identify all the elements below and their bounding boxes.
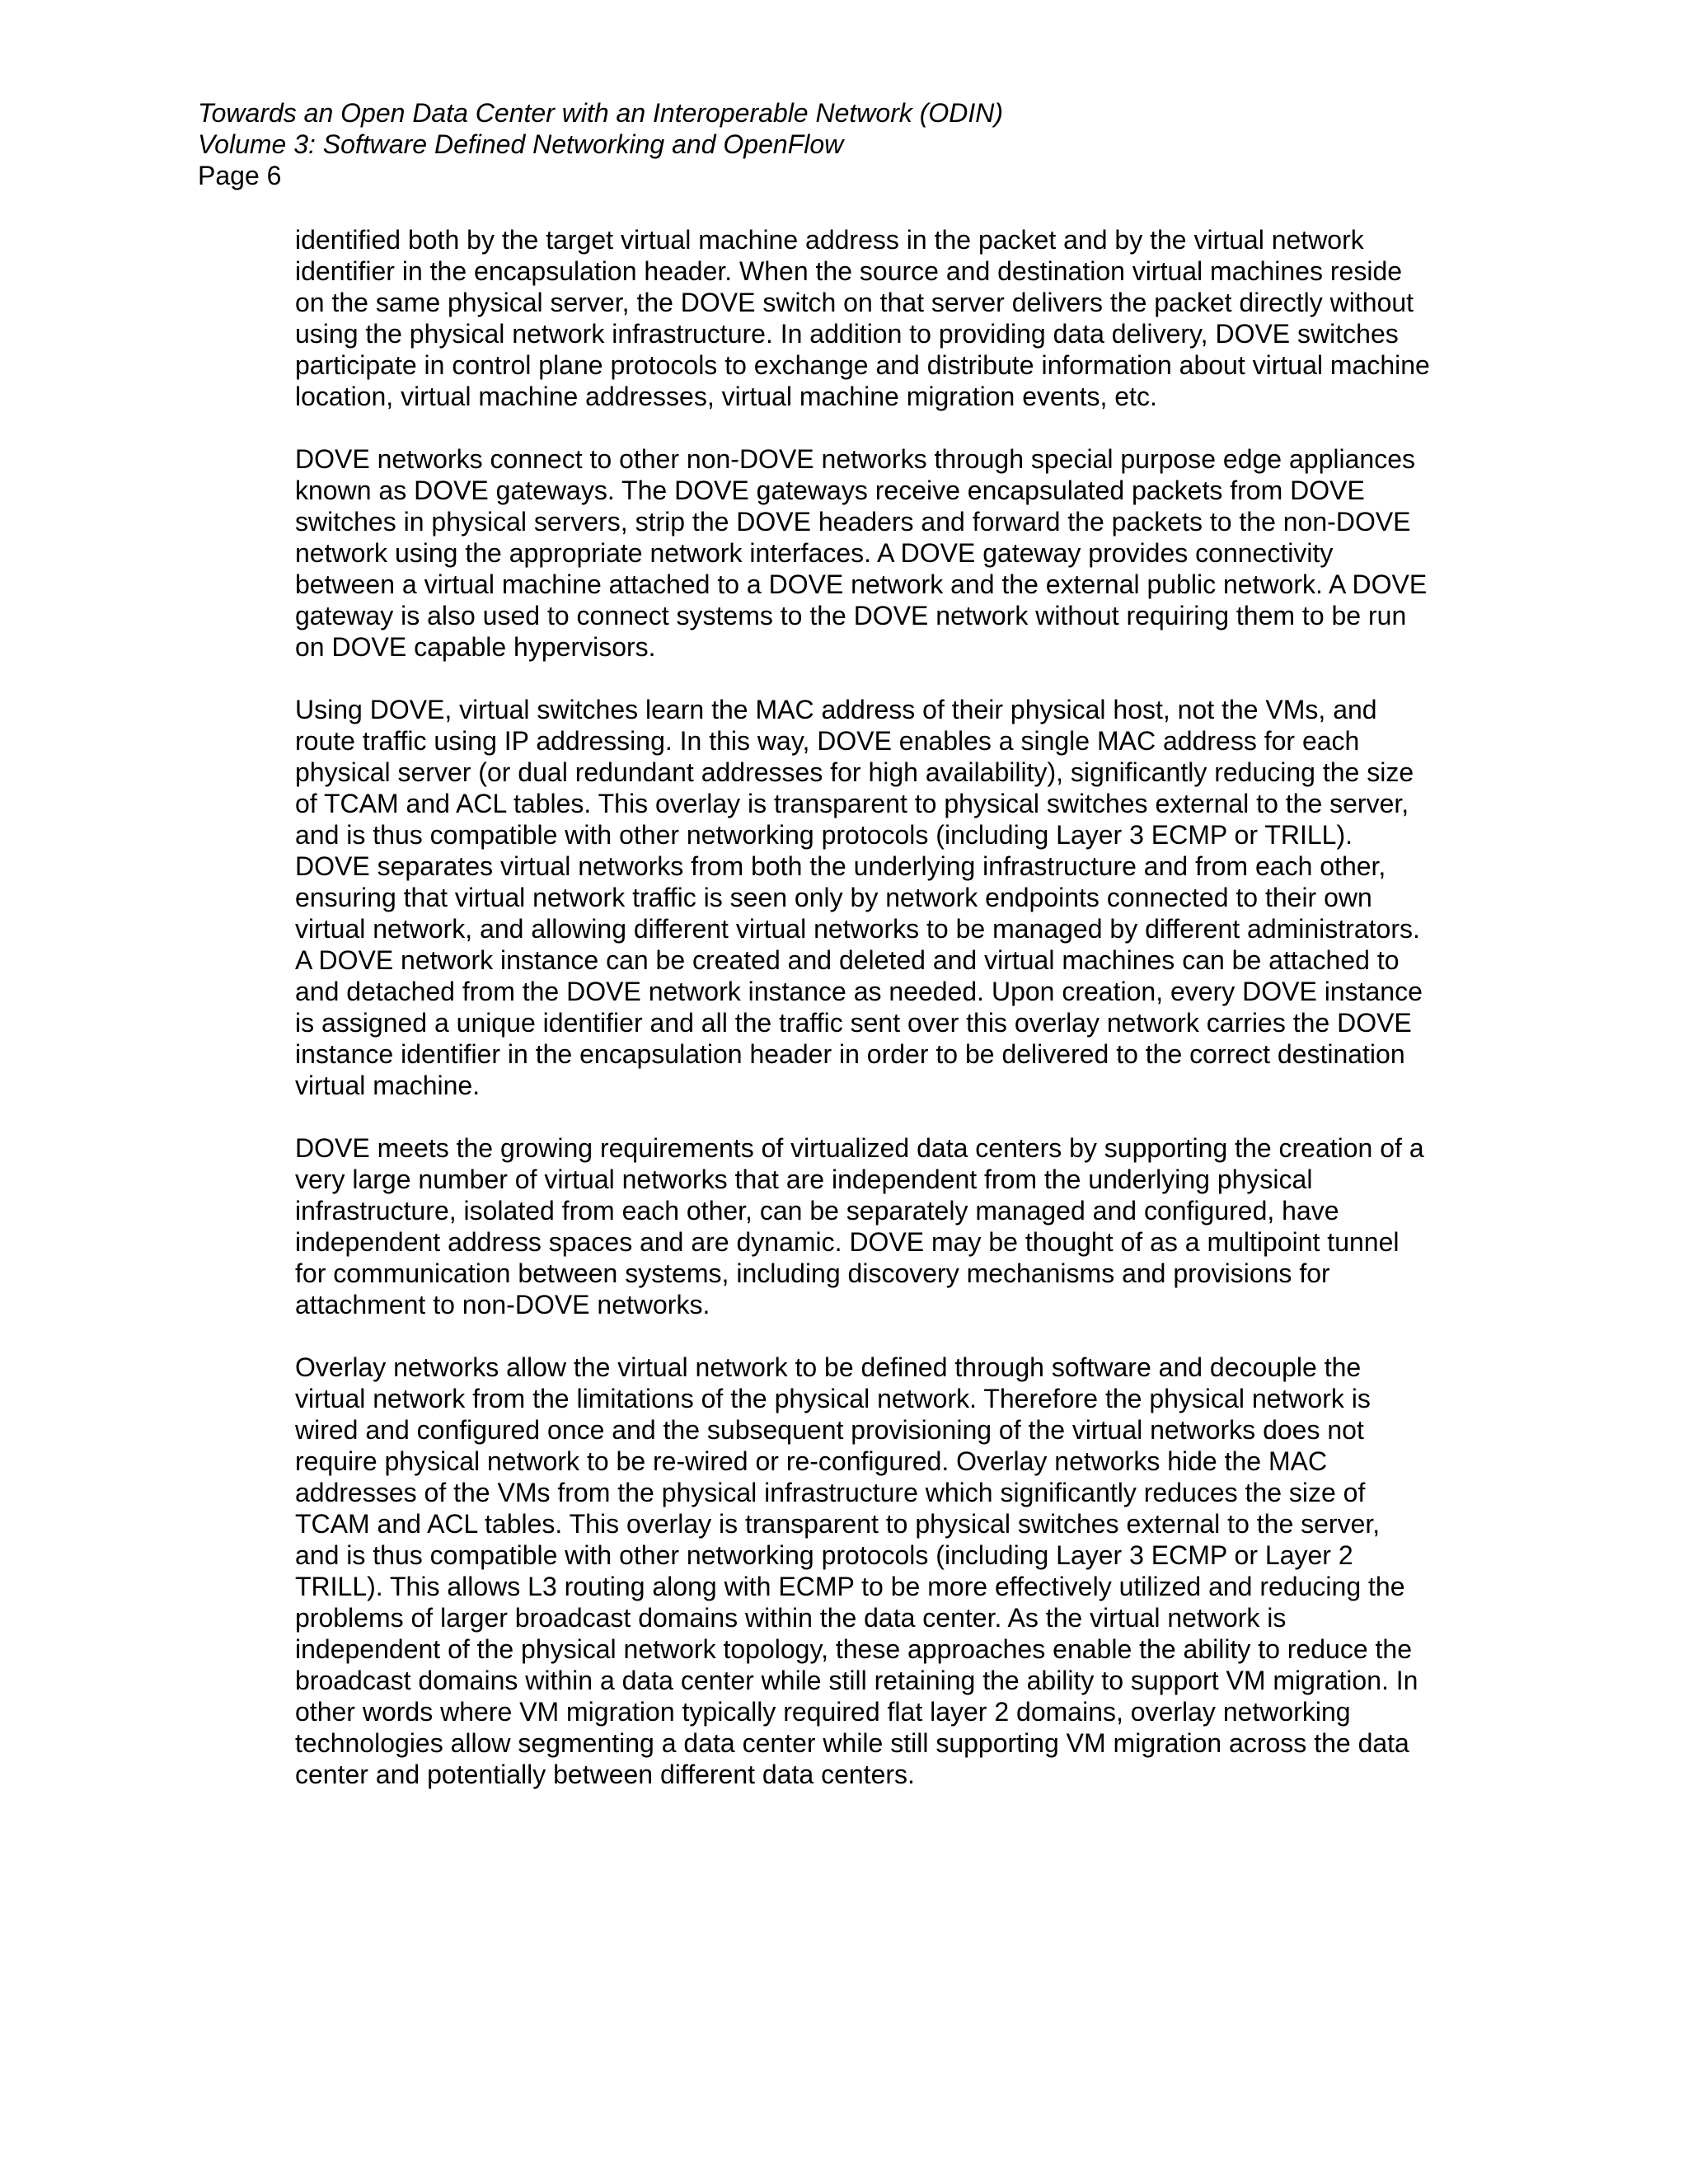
text-line: and is thus compatible with other networking protocols (including Layer 3 ECMP or Layer 2 xyxy=(295,1540,1353,1570)
text-line: is assigned a unique identifier and all the traffic sent over this overlay network carries the DOVE xyxy=(295,1008,1412,1038)
text-line: physical server (or dual redundant addresses for high availability), significantly reducing the size xyxy=(295,757,1414,787)
text-line: switches in physical servers, strip the DOVE headers and forward the packets to the non-DOVE xyxy=(295,507,1411,537)
text-line: technologies allow segmenting a data center while still supporting VM migration across the data xyxy=(295,1728,1409,1758)
text-line: TRILL). This allows L3 routing along with ECMP to be more effectively utilized and reducing the xyxy=(295,1572,1405,1601)
text-line: location, virtual machine addresses, virtual machine migration events, etc. xyxy=(295,382,1157,411)
text-line: problems of larger broadcast domains within the data center. As the virtual network is xyxy=(295,1603,1287,1633)
text-line: DOVE meets the growing requirements of virtualized data centers by supporting the creation of a xyxy=(295,1133,1424,1163)
text-line: and is thus compatible with other networking protocols (including Layer 3 ECMP or TRILL). xyxy=(295,820,1353,850)
text-line: addresses of the VMs from the physical infrastructure which significantly reduces the size of xyxy=(295,1478,1366,1507)
text-line: ensuring that virtual network traffic is seen only by network endpoints connected to their own xyxy=(295,883,1372,912)
text-line: A DOVE network instance can be created and deleted and virtual machines can be attached to xyxy=(295,945,1400,975)
text-line: for communication between systems, including discovery mechanisms and provisions for xyxy=(295,1258,1330,1288)
text-line: identifier in the encapsulation header. When the source and destination virtual machines reside xyxy=(295,256,1403,286)
text-line: very large number of virtual networks that are independent from the underlying physical xyxy=(295,1165,1313,1194)
text-line: known as DOVE gateways. The DOVE gateways receive encapsulated packets from DOVE xyxy=(295,476,1365,505)
text-line: DOVE separates virtual networks from both the underlying infrastructure and from each other, xyxy=(295,851,1386,881)
text-line: independent of the physical network topology, these approaches enable the ability to reduce the xyxy=(295,1634,1412,1664)
text-line: attachment to non-DOVE networks. xyxy=(295,1290,710,1319)
paragraph xyxy=(295,1352,1479,1790)
text-line: DOVE networks connect to other non-DOVE networks through special purpose edge appliances xyxy=(295,444,1415,474)
text-line: require physical network to be re-wired or re-configured. Overlay networks hide the MAC xyxy=(295,1446,1328,1476)
text-line: instance identifier in the encapsulation header in order to be delivered to the correct destination xyxy=(295,1039,1405,1069)
text-line: independent address spaces and are dynamic. DOVE may be thought of as a multipoint tunnel xyxy=(295,1227,1400,1257)
page-number: Page 6 xyxy=(198,161,282,190)
text-line: Using DOVE, virtual switches learn the MAC address of their physical host, not the VMs, and xyxy=(295,695,1377,724)
text-line: wired and configured once and the subsequent provisioning of the virtual networks does not xyxy=(295,1415,1364,1445)
text-line: between a virtual machine attached to a DOVE network and the external public network. A DOVE xyxy=(295,569,1428,599)
paragraph xyxy=(295,694,1479,1101)
text-line: Overlay networks allow the virtual network to be defined through software and decouple the xyxy=(295,1352,1362,1382)
text-line: broadcast domains within a data center while still retaining the ability to support VM migration. In xyxy=(295,1666,1418,1695)
text-line: other words where VM migration typically required flat layer 2 domains, overlay networking xyxy=(295,1697,1351,1727)
running-header xyxy=(198,97,1434,191)
text-line: on DOVE capable hypervisors. xyxy=(295,632,656,662)
text-line: network using the appropriate network interfaces. A DOVE gateway provides connectivity xyxy=(295,538,1334,568)
text-line: center and potentially between different data centers. xyxy=(295,1760,915,1789)
paragraph xyxy=(295,443,1479,663)
paragraph xyxy=(295,1132,1479,1320)
text-line: and detached from the DOVE network instance as needed. Upon creation, every DOVE instance xyxy=(295,977,1423,1006)
text-line: TCAM and ACL tables. This overlay is transparent to physical switches external to the server, xyxy=(295,1509,1381,1539)
document-volume: Volume 3: Software Defined Networking and OpenFlow xyxy=(198,129,844,159)
text-line: participate in control plane protocols to exchange and distribute information about virtual machine xyxy=(295,350,1430,380)
text-line: virtual network, and allowing different virtual networks to be managed by different administrators. xyxy=(295,914,1420,944)
text-line: on the same physical server, the DOVE switch on that server delivers the packet directly without xyxy=(295,288,1414,317)
document-title: Towards an Open Data Center with an Interoperable Network (ODIN) xyxy=(198,98,1004,128)
body-text xyxy=(295,224,1479,1821)
text-line: gateway is also used to connect systems to the DOVE network without requiring them to be run xyxy=(295,601,1407,630)
text-line: infrastructure, isolated from each other, can be separately managed and configured, have xyxy=(295,1196,1339,1226)
text-line: using the physical network infrastructure. In addition to providing data delivery, DOVE switches xyxy=(295,319,1399,349)
text-line: route traffic using IP addressing. In this way, DOVE enables a single MAC address for each xyxy=(295,726,1360,756)
text-line: virtual machine. xyxy=(295,1071,481,1100)
text-line: identified both by the target virtual machine address in the packet and by the virtual network xyxy=(295,225,1364,255)
paragraph xyxy=(295,224,1479,412)
text-line: virtual network from the limitations of the physical network. Therefore the physical network is xyxy=(295,1384,1371,1413)
text-line: of TCAM and ACL tables. This overlay is transparent to physical switches external to the server, xyxy=(295,789,1409,818)
